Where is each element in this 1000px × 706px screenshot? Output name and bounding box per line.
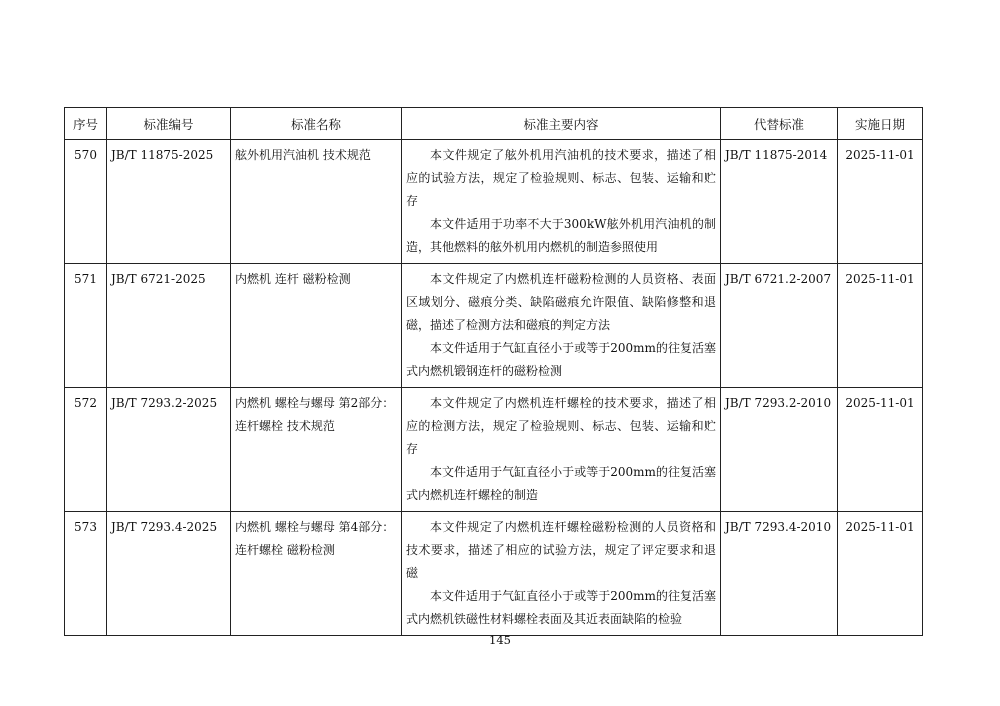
content-paragraph: 本文件适用于气缸直径小于或等于200mm的往复活塞式内燃机锻钢连杆的磁粉检测	[406, 341, 716, 378]
content-paragraph: 本文件规定了舷外机用汽油机的技术要求，描述了相应的试验方法，规定了检验规则、标志、包装、运输和贮存	[406, 148, 716, 208]
row-content	[402, 512, 721, 636]
table-row	[65, 140, 923, 264]
table-row	[65, 388, 923, 512]
row-name: 内燃机 螺栓与螺母 第4部分：连杆螺栓 磁粉检测	[231, 512, 402, 636]
row-replaces: JB/T 7293.4-2010	[721, 512, 838, 636]
header-replaces: 代替标准	[721, 108, 838, 140]
header-no: 序号	[65, 108, 107, 140]
table-row	[65, 512, 923, 636]
row-replaces: JB/T 11875-2014	[721, 140, 838, 264]
row-replaces: JB/T 6721.2-2007	[721, 264, 838, 388]
row-name: 内燃机 螺栓与螺母 第2部分：连杆螺栓 技术规范	[231, 388, 402, 512]
row-date: 2025-11-01	[838, 264, 923, 388]
content-paragraph: 本文件适用于气缸直径小于或等于200mm的往复活塞式内燃机连杆螺栓的制造	[406, 465, 716, 502]
row-name: 舷外机用汽油机 技术规范	[231, 140, 402, 264]
row-name: 内燃机 连杆 磁粉检测	[231, 264, 402, 388]
row-code: JB/T 7293.4-2025	[107, 512, 231, 636]
row-content	[402, 388, 721, 512]
row-no: 573	[65, 512, 107, 636]
table-header-row	[65, 108, 923, 140]
row-no: 571	[65, 264, 107, 388]
row-replaces: JB/T 7293.2-2010	[721, 388, 838, 512]
row-content	[402, 264, 721, 388]
content-paragraph: 本文件适用于功率不大于300kW舷外机用汽油机的制造，其他燃料的舷外机用内燃机的制造参照使用	[406, 217, 716, 254]
row-code: JB/T 6721-2025	[107, 264, 231, 388]
row-no: 570	[65, 140, 107, 264]
header-code: 标准编号	[107, 108, 231, 140]
header-content: 标准主要内容	[402, 108, 721, 140]
row-date: 2025-11-01	[838, 512, 923, 636]
row-content	[402, 140, 721, 264]
table-row	[65, 264, 923, 388]
page-number: 145	[489, 633, 511, 647]
content-paragraph: 本文件规定了内燃机连杆磁粉检测的人员资格、表面区域划分、磁痕分类、缺陷磁痕允许限值、缺陷修整和退磁，描述了检测方法和磁痕的判定方法	[406, 272, 716, 332]
row-no: 572	[65, 388, 107, 512]
content-paragraph: 本文件规定了内燃机连杆螺栓磁粉检测的人员资格和技术要求，描述了相应的试验方法，规定了评定要求和退磁	[406, 520, 716, 580]
standards-table	[64, 107, 923, 636]
header-name: 标准名称	[231, 108, 402, 140]
content-paragraph: 本文件规定了内燃机连杆螺栓的技术要求，描述了相应的检测方法，规定了检验规则、标志、包装、运输和贮存	[406, 396, 716, 456]
row-code: JB/T 7293.2-2025	[107, 388, 231, 512]
row-date: 2025-11-01	[838, 388, 923, 512]
row-date: 2025-11-01	[838, 140, 923, 264]
row-code: JB/T 11875-2025	[107, 140, 231, 264]
header-date: 实施日期	[838, 108, 923, 140]
content-paragraph: 本文件适用于气缸直径小于或等于200mm的往复活塞式内燃机铁磁性材料螺栓表面及其近表面缺陷的检验	[406, 589, 716, 626]
